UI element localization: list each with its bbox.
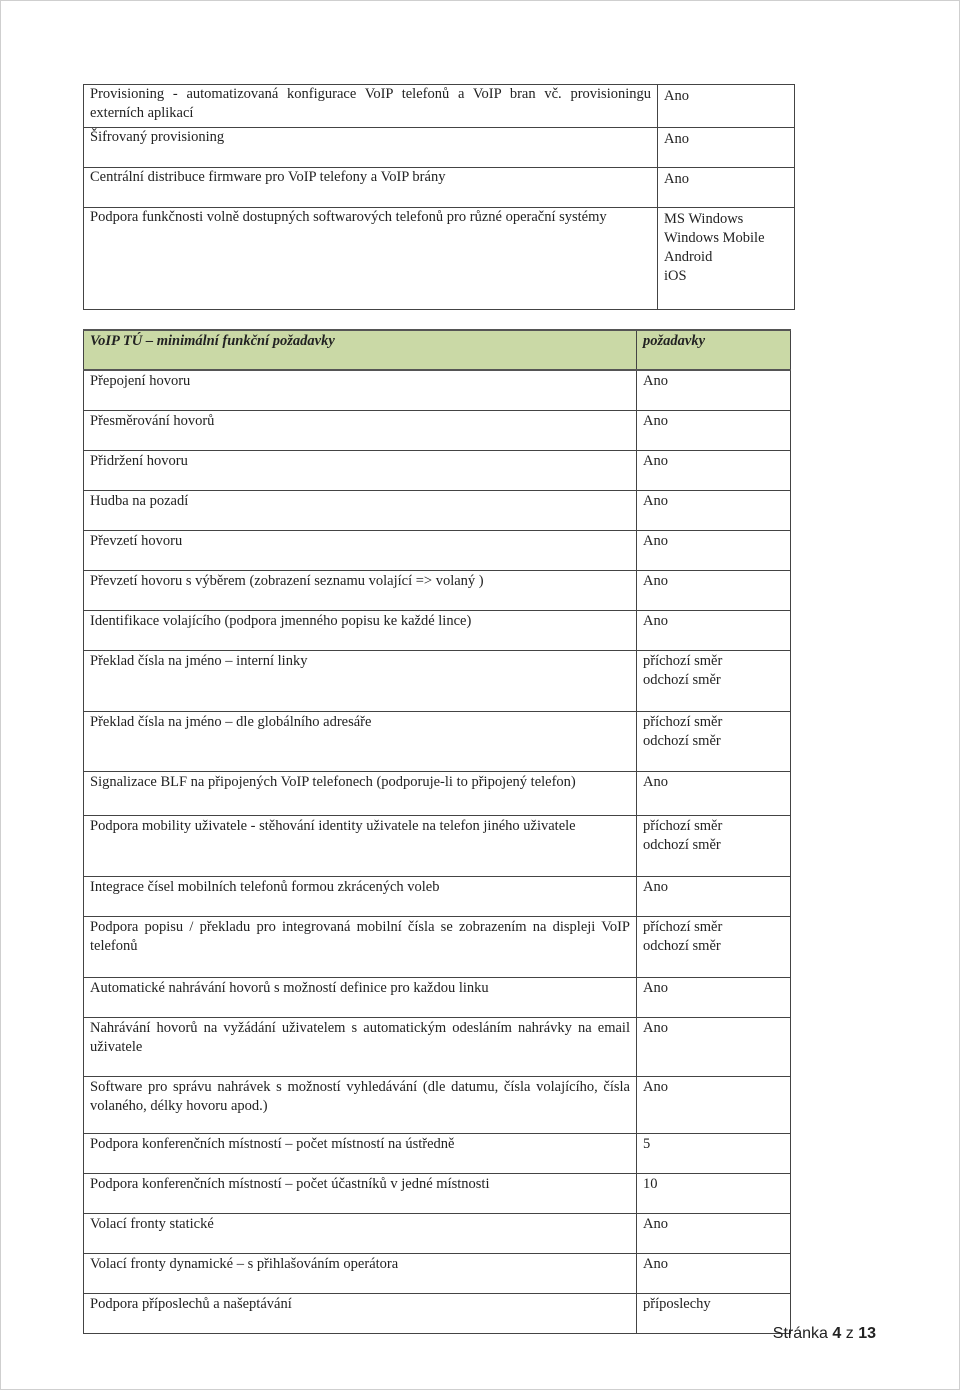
- feature-cell: Podpora mobility uživatele - stěhování identity uživatele na telefon jiného uživatele: [84, 815, 637, 876]
- footer-prefix: Stránka: [772, 1325, 828, 1342]
- table-row: [84, 410, 791, 450]
- table-row: [84, 1076, 791, 1133]
- value-cell: Ano: [637, 1076, 791, 1133]
- footer-total-pages: 13: [858, 1325, 876, 1342]
- table-row: [84, 815, 791, 876]
- feature-cell: Přesměrování hovorů: [84, 410, 637, 450]
- table-row: [84, 1293, 791, 1333]
- value-cell: 5: [637, 1133, 791, 1173]
- table-header-row: [84, 330, 791, 370]
- feature-cell: Identifikace volajícího (podpora jmenného popisu ke každé lince): [84, 610, 637, 650]
- feature-cell: Podpora popisu / překladu pro integrovaná mobilní čísla se zobrazením na displeji VoIP telefonů: [84, 916, 637, 977]
- table-row: [84, 1133, 791, 1173]
- value-cell: Ano: [637, 1253, 791, 1293]
- feature-cell: Převzetí hovoru: [84, 530, 637, 570]
- feature-cell: Šifrovaný provisioning: [84, 128, 658, 168]
- header-feature: VoIP TÚ – minimální funkční požadavky: [84, 330, 637, 370]
- value-cell: Ano: [637, 1017, 791, 1076]
- feature-cell: Převzetí hovoru s výběrem (zobrazení seznamu volající => volaný ): [84, 570, 637, 610]
- feature-cell: Překlad čísla na jméno – interní linky: [84, 650, 637, 711]
- table-row: [84, 1017, 791, 1076]
- table-row: [84, 1213, 791, 1253]
- feature-cell: Automatické nahrávání hovorů s možností definice pro každou linku: [84, 977, 637, 1017]
- value-cell: Ano: [637, 450, 791, 490]
- feature-cell: Překlad čísla na jméno – dle globálního adresáře: [84, 711, 637, 771]
- value-cell: příchozí směr odchozí směr: [637, 916, 791, 977]
- table-row: [84, 530, 791, 570]
- table-row: [84, 711, 791, 771]
- table-row: [84, 916, 791, 977]
- feature-cell: Přepojení hovoru: [84, 370, 637, 410]
- feature-cell: Software pro správu nahrávek s možností vyhledávání (dle datumu, čísla volajícího, čísla volaného, délky hovoru apod.): [84, 1076, 637, 1133]
- feature-cell: Volací fronty statické: [84, 1213, 637, 1253]
- feature-cell: Provisioning - automatizovaná konfigurace VoIP telefonů a VoIP bran vč. provisioningu externích aplikací: [84, 85, 658, 128]
- feature-cell: Integrace čísel mobilních telefonů formou zkrácených voleb: [84, 876, 637, 916]
- feature-cell: Nahrávání hovorů na vyžádání uživatelem s automatickým odesláním nahrávky na email uživatele: [84, 1017, 637, 1076]
- feature-cell: Podpora konferenčních místností – počet místností na ústředně: [84, 1133, 637, 1173]
- table-row: [84, 168, 795, 208]
- value-cell: MS Windows Windows Mobile Android iOS: [658, 208, 795, 310]
- value-cell: Ano: [637, 530, 791, 570]
- value-cell: Ano: [658, 85, 795, 128]
- table-row: [84, 490, 791, 530]
- table-row: [84, 128, 795, 168]
- provisioning-table: [83, 84, 795, 310]
- feature-cell: Signalizace BLF na připojených VoIP telefonech (podporuje-li to připojený telefon): [84, 771, 637, 815]
- feature-cell: Hudba na pozadí: [84, 490, 637, 530]
- value-cell: 10: [637, 1173, 791, 1213]
- table-row: [84, 370, 791, 410]
- feature-cell: Podpora příposlechů a našeptávání: [84, 1293, 637, 1333]
- value-cell: Ano: [637, 876, 791, 916]
- value-cell: Ano: [637, 771, 791, 815]
- value-cell: Ano: [637, 410, 791, 450]
- footer-current-page: 4: [832, 1325, 842, 1342]
- value-cell: příchozí směr odchozí směr: [637, 711, 791, 771]
- value-cell: Ano: [658, 128, 795, 168]
- value-cell: Ano: [637, 370, 791, 410]
- table-row: [84, 1173, 791, 1213]
- table-row: [84, 570, 791, 610]
- value-cell: příchozí směr odchozí směr: [637, 815, 791, 876]
- table-row: [84, 650, 791, 711]
- table-row: [84, 977, 791, 1017]
- requirements-table: [83, 329, 791, 1334]
- table-row: [84, 1253, 791, 1293]
- feature-cell: Podpora funkčnosti volně dostupných softwarových telefonů pro různé operační systémy: [84, 208, 658, 310]
- value-cell: Ano: [637, 490, 791, 530]
- feature-cell: Volací fronty dynamické – s přihlašováním operátora: [84, 1253, 637, 1293]
- value-cell: příchozí směr odchozí směr: [637, 650, 791, 711]
- feature-cell: Centrální distribuce firmware pro VoIP telefony a VoIP brány: [84, 168, 658, 208]
- page-number-footer: [773, 1325, 876, 1343]
- feature-cell: Přidržení hovoru: [84, 450, 637, 490]
- value-cell: Ano: [637, 977, 791, 1017]
- table-row: [84, 450, 791, 490]
- value-cell: příposlechy: [637, 1293, 791, 1333]
- table-row: [84, 610, 791, 650]
- table-row: [84, 876, 791, 916]
- table-row: [84, 208, 795, 310]
- footer-separator: z: [845, 1325, 854, 1342]
- value-cell: Ano: [637, 570, 791, 610]
- table-row: [84, 771, 791, 815]
- value-cell: Ano: [637, 1213, 791, 1253]
- table-row: [84, 85, 795, 128]
- feature-cell: Podpora konferenčních místností – počet účastníků v jedné místnosti: [84, 1173, 637, 1213]
- value-cell: Ano: [637, 610, 791, 650]
- header-value: požadavky: [637, 330, 791, 370]
- value-cell: Ano: [658, 168, 795, 208]
